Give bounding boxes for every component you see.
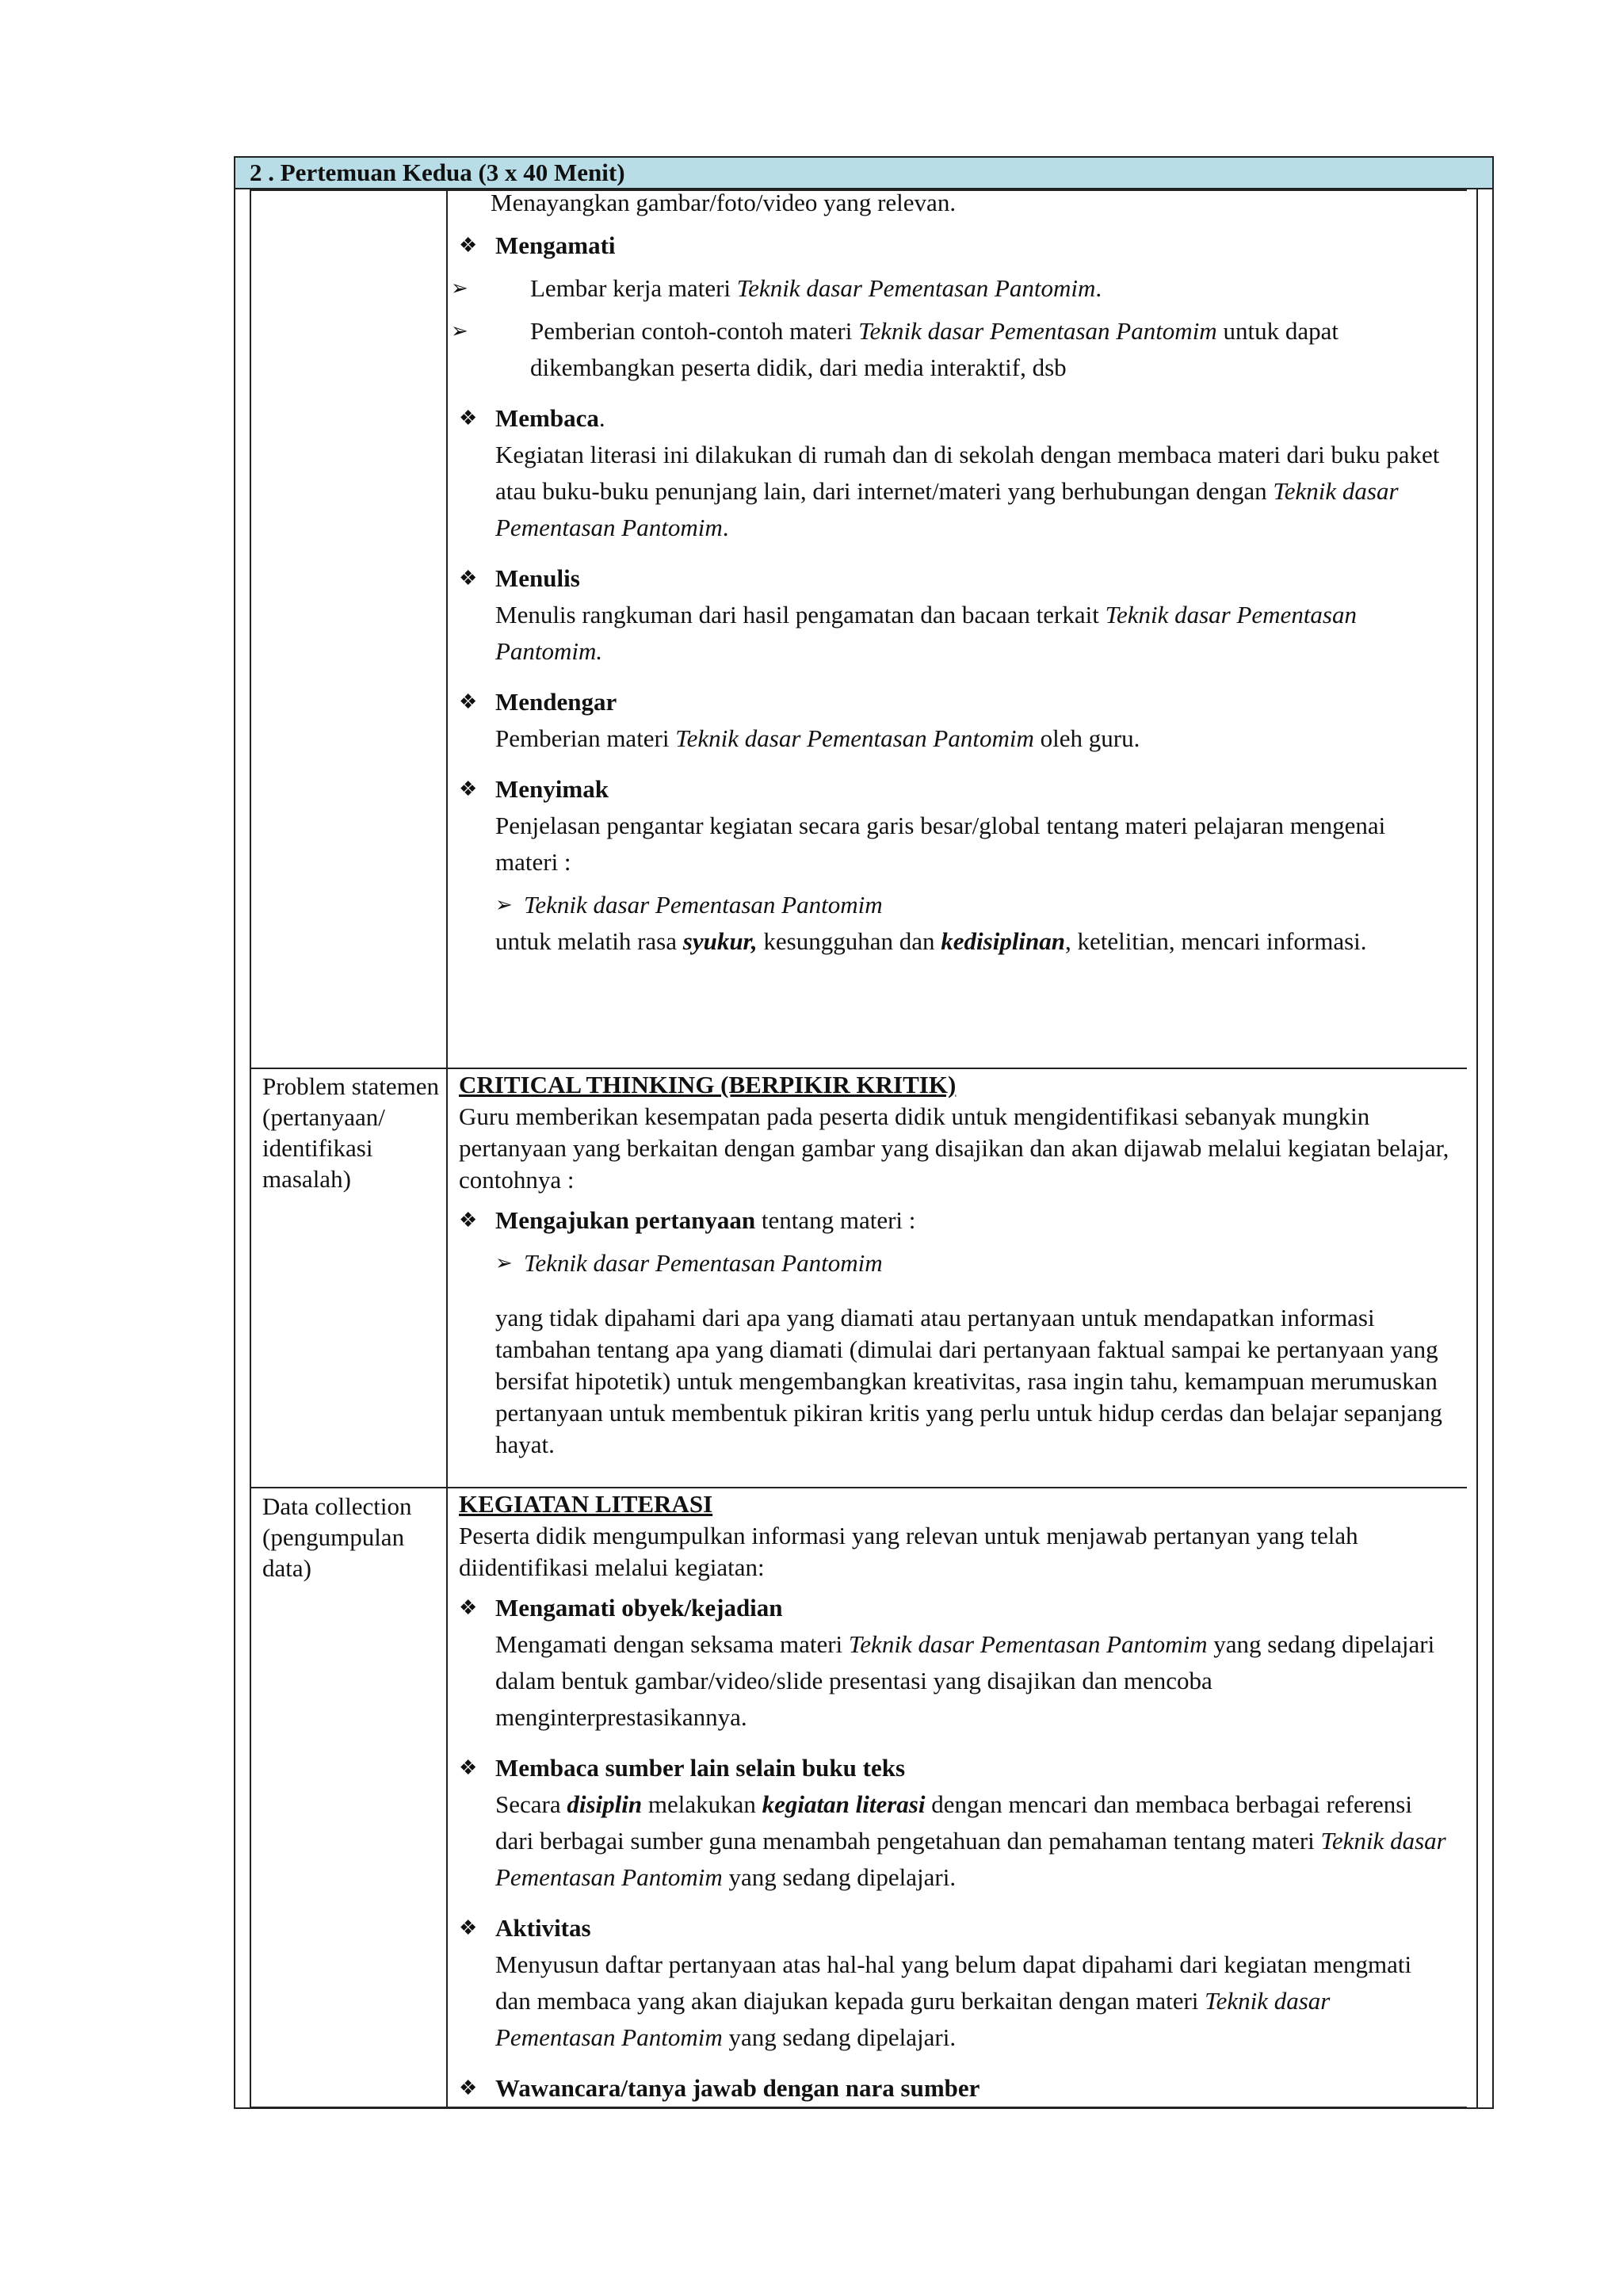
arrow-bullet-icon: ➢ — [451, 277, 468, 300]
column-divider — [446, 191, 448, 2107]
bullet-mengajukan: ❖ Mengajukan pertanyaan tentang materi : — [459, 1202, 1449, 1239]
critical-thinking-intro: Guru memberikan kesempatan pada peserta didik untuk mengidentifikasi sebanyak mungkin pertanyaan yang berkaitan dengan gambar yang disajikan dan akan dijawab melalui kegiatan belajar, contohnya : — [459, 1102, 1449, 1194]
diamond-bullet-icon: ❖ — [459, 234, 478, 257]
section-2-content — [459, 1069, 1449, 1461]
diamond-bullet-icon: ❖ — [459, 1596, 478, 1619]
inner-table — [251, 189, 1467, 2108]
critical-after: yang tidak dipahami dari apa yang diamati atau pertanyaan untuk mendapatkan informasi tambahan tentang apa yang diamati (dimulai dari pertanyaan faktual sampai ke pertanyaan yang bersifat hipotetik) untuk mengembangkan kreativitas, rasa ingin tahu, kemampuan merumuskan pertanyaan untuk membentuk pikiran kritis yang perlu untuk hidup cerdas dan belajar sepanjang hayat. — [495, 1304, 1442, 1458]
bullet-sumber: ❖ Membaca sumber lain selain buku teks — [459, 1750, 1449, 1786]
diamond-bullet-icon: ❖ — [459, 407, 478, 430]
menyimak-after: untuk melatih rasa syukur, kesungguhan dan kedisiplinan, ketelitian, mencari informasi. — [495, 927, 1367, 955]
membaca-text: Kegiatan literasi ini dilakukan di rumah dan di sekolah dengan membaca materi dari buku paket atau buku-buku penunjang lain, dari internet/materi yang berhubungan dengan Teknik dasar Pementasan Pantomim. — [495, 441, 1440, 541]
sumber-text: Secara disiplin melakukan kegiatan literasi dengan mencari dan membaca berbagai referensi dari berbagai sumber guna menambah pengetahuan dan pemahaman tentang materi Teknik dasar Pementasan Pantomim yang sedang dipelajari. — [495, 1790, 1446, 1891]
literasi-heading: KEGIATAN LITERASI — [459, 1490, 713, 1518]
aktivitas-text: Menyusun daftar pertanyaan atas hal-hal yang belum dapat dipahami dari kegiatan mengmati dan membaca yang akan diajukan kepada guru berkaitan dengan materi Teknik dasar Pementasan Pantomim yang sedang dipelajari. — [495, 1950, 1412, 2051]
section-1-content — [451, 185, 1449, 960]
arrow-bullet-icon: ➢ — [495, 893, 513, 916]
menyimak-item: ➢ Teknik dasar Pementasan Pantomim — [459, 887, 1449, 923]
diamond-bullet-icon: ❖ — [459, 690, 478, 713]
bullet-obyek: ❖ Mengamati obyek/kejadian — [459, 1590, 1449, 1626]
bullet-wawancara: ❖ Wawancara/tanya jawab dengan nara sumber — [459, 2070, 1449, 2107]
bullet-mendengar: ❖ Mendengar — [459, 684, 1449, 720]
mendengar-text: Pemberian materi Teknik dasar Pementasan Pantomim oleh guru. — [495, 724, 1140, 752]
table-header: 2 . Pertemuan Kedua (3 x 40 Menit) — [235, 158, 1492, 189]
diamond-bullet-icon: ❖ — [459, 1756, 478, 1779]
table-border-right — [1476, 189, 1478, 2107]
diamond-bullet-icon: ❖ — [459, 2076, 478, 2099]
bullet-membaca: ❖ Membaca. — [459, 400, 1449, 437]
intro-text: Menayangkan gambar/foto/video yang relevan. — [491, 189, 957, 216]
menulis-text: Menulis rangkuman dari hasil pengamatan dan bacaan terkait Teknik dasar Pementasan Pantomim. — [495, 601, 1357, 665]
sub-item-lembar-kerja: ➢ Lembar kerja materi Teknik dasar Pementasan Pantomim. — [459, 270, 1449, 307]
problem-statement-label: Problem statemen (pertanyaan/ identifikasi masalah) — [262, 1072, 439, 1193]
arrow-bullet-icon: ➢ — [451, 319, 468, 342]
arrow-bullet-icon: ➢ — [495, 1251, 513, 1274]
diamond-bullet-icon: ❖ — [459, 1209, 478, 1232]
diamond-bullet-icon: ❖ — [459, 1916, 478, 1939]
obyek-text: Mengamati dengan seksama materi Teknik dasar Pementasan Pantomim yang sedang dipelajari dalam bentuk gambar/video/slide presentasi yang disajikan dan mencoba menginterprestasikannya. — [495, 1630, 1435, 1731]
diamond-bullet-icon: ❖ — [459, 777, 478, 800]
data-collection-label: Data collection (pengumpulan data) — [262, 1492, 412, 1582]
literasi-intro: Peserta didik mengumpulkan informasi yang relevan untuk menjawab pertanyan yang telah diidentifikasi melalui kegiatan: — [459, 1522, 1358, 1581]
bullet-menulis: ❖ Menulis — [459, 560, 1449, 597]
critical-thinking-heading: CRITICAL THINKING (BERPIKIR KRITIK) — [459, 1071, 957, 1098]
section-3-content — [459, 1488, 1449, 2107]
menyimak-text: Penjelasan pengantar kegiatan secara garis besar/global tentang materi pelajaran mengenai materi : — [495, 812, 1386, 876]
bullet-aktivitas: ❖ Aktivitas — [459, 1910, 1449, 1946]
sub-item-contoh: ➢ Pemberian contoh-contoh materi Teknik dasar Pementasan Pantomim untuk dapat dikembangkan peserta didik, dari media interaktif, dsb — [459, 313, 1449, 386]
critical-item: ➢ Teknik dasar Pementasan Pantomim — [459, 1245, 1449, 1282]
bullet-mengamati: ❖ Mengamati — [459, 227, 1449, 264]
bullet-menyimak: ❖ Menyimak — [459, 771, 1449, 808]
diamond-bullet-icon: ❖ — [459, 567, 478, 590]
lesson-table — [234, 156, 1494, 2109]
